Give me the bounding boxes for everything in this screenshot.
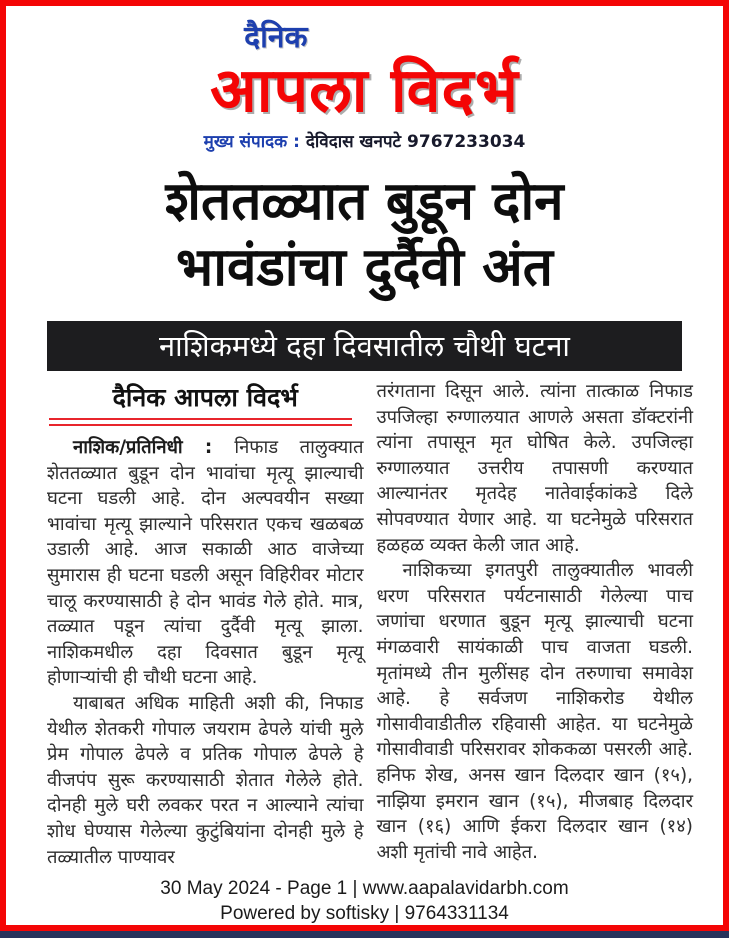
paragraph: याबाबत अधिक माहिती अशी की, निफाड येथील शेतकरी गोपाल जयराम ढेपले यांची मुले प्रेम गोपाल ढेपले व प्रतिक गोपाल ढेपले हे वीजपंप सुरू करण्यासाठी शेतात गेलेले होते. दोनही मुले घरी लवकर परत न आल्याने त्यांचा शोध घेण्यास गेलेल्या कुटुंबियांना दोनही मुले हे तळ्यातील पाण्यावर bbox=[47, 692, 364, 868]
left-column-text bbox=[47, 435, 364, 870]
right-column bbox=[377, 379, 694, 870]
paragraph bbox=[47, 435, 364, 691]
article-body bbox=[6, 371, 723, 870]
masthead bbox=[6, 6, 723, 153]
page-footer bbox=[6, 870, 723, 931]
chief-editor-value: देविदास खनपटे 9767233034 bbox=[299, 132, 526, 152]
headline-line2: भावंडांचा दुर्दैवी अंत bbox=[175, 237, 553, 298]
red-divider-rule bbox=[49, 418, 352, 426]
left-column bbox=[47, 379, 364, 870]
column-header: दैनिक आपला विदर्भ bbox=[112, 383, 298, 412]
footer-powered-by: Powered by softisky | 9764331134 bbox=[220, 903, 509, 925]
headline-line1: शेततळ्यात बुडून दोन bbox=[165, 171, 564, 232]
footer-date-page-url: 30 May 2024 - Page 1 | www.aapalavidarbh.com bbox=[160, 878, 569, 900]
masthead-title: आपला विदर्भ bbox=[210, 55, 519, 126]
dateline: नाशिक/प्रतिनिधी : bbox=[73, 437, 235, 458]
right-column-text bbox=[377, 379, 694, 865]
masthead-kicker: दैनिक bbox=[244, 20, 308, 55]
masthead-tagline bbox=[6, 131, 723, 153]
paragraph-text: निफाड तालुक्यात शेततळ्यात बुडून दोन भावांचा मृत्यू झाल्याची घटना घडली आहे. दोन अल्पवयीन सख्या भावांचा मृत्यू झाल्याने परिसरात एकच खळबळ उडाली आहे. आज सकाळी आठ वाजेच्या सुमारास ही घटना घडली असून विहिरीवर मोटार चालू करण्यासाठी हे दोन भावंड गेले होते. मात्र, तळ्यात पडून त्यांचा दुर्दैवी मृत्यू झाला. नाशिकमधील दहा दिवसात बुडून मृत्यू होणाऱ्यांची ही चौथी घटना आहे. bbox=[47, 437, 364, 689]
chief-editor-label: मुख्य संपादक : bbox=[203, 132, 300, 152]
subheadline-bar: नाशिकमध्ये दहा दिवसातील चौथी घटना bbox=[47, 321, 682, 371]
main-headline bbox=[6, 169, 723, 301]
paragraph: नाशिकच्या इगतपुरी तालुक्यातील भावली धरण परिसरात पर्यटनासाठी गेलेल्या पाच जणांचा धरणात बुडून मृत्यू झाल्याची घटना मंगळवारी सायंकाळी पाच वाजता घडली. मृतांमध्ये तीन मुलींसह दोन तरुणाचा समावेश आहे. हे सर्वजण नाशिकरोड येथील गोसावीवाडीतील रहिवासी आहेत. या घटनेमुळे गोसावीवाडी परिसरावर शोककळा पसरली आहे. हनिफ शेख, अनस खान दिलदार खान (१५), नाझिया इमरान खान (१५), मीजबाह दिलदार खान (१६) आणि ईकरा दिलदार खान (१४) अशी मृतांची नावे आहेत. bbox=[376, 560, 693, 863]
masthead-logo bbox=[210, 18, 519, 124]
paragraph: तरंगताना दिसून आले. त्यांना तात्काळ निफाड उपजिल्हा रुग्णालयात आणले असता डॉक्टरांनी त्यांना तपासून मृत घोषित केले. उपजिल्हा रुग्णालयात उत्तरीय तपासणी करण्यात आल्यानंतर मृतदेह नातेवाईकांकडे दिले सोपवण्यात येणार आहे. या घटनेमुळे परिसरात हळहळ व्यक्त केली जात आहे. bbox=[376, 381, 693, 556]
